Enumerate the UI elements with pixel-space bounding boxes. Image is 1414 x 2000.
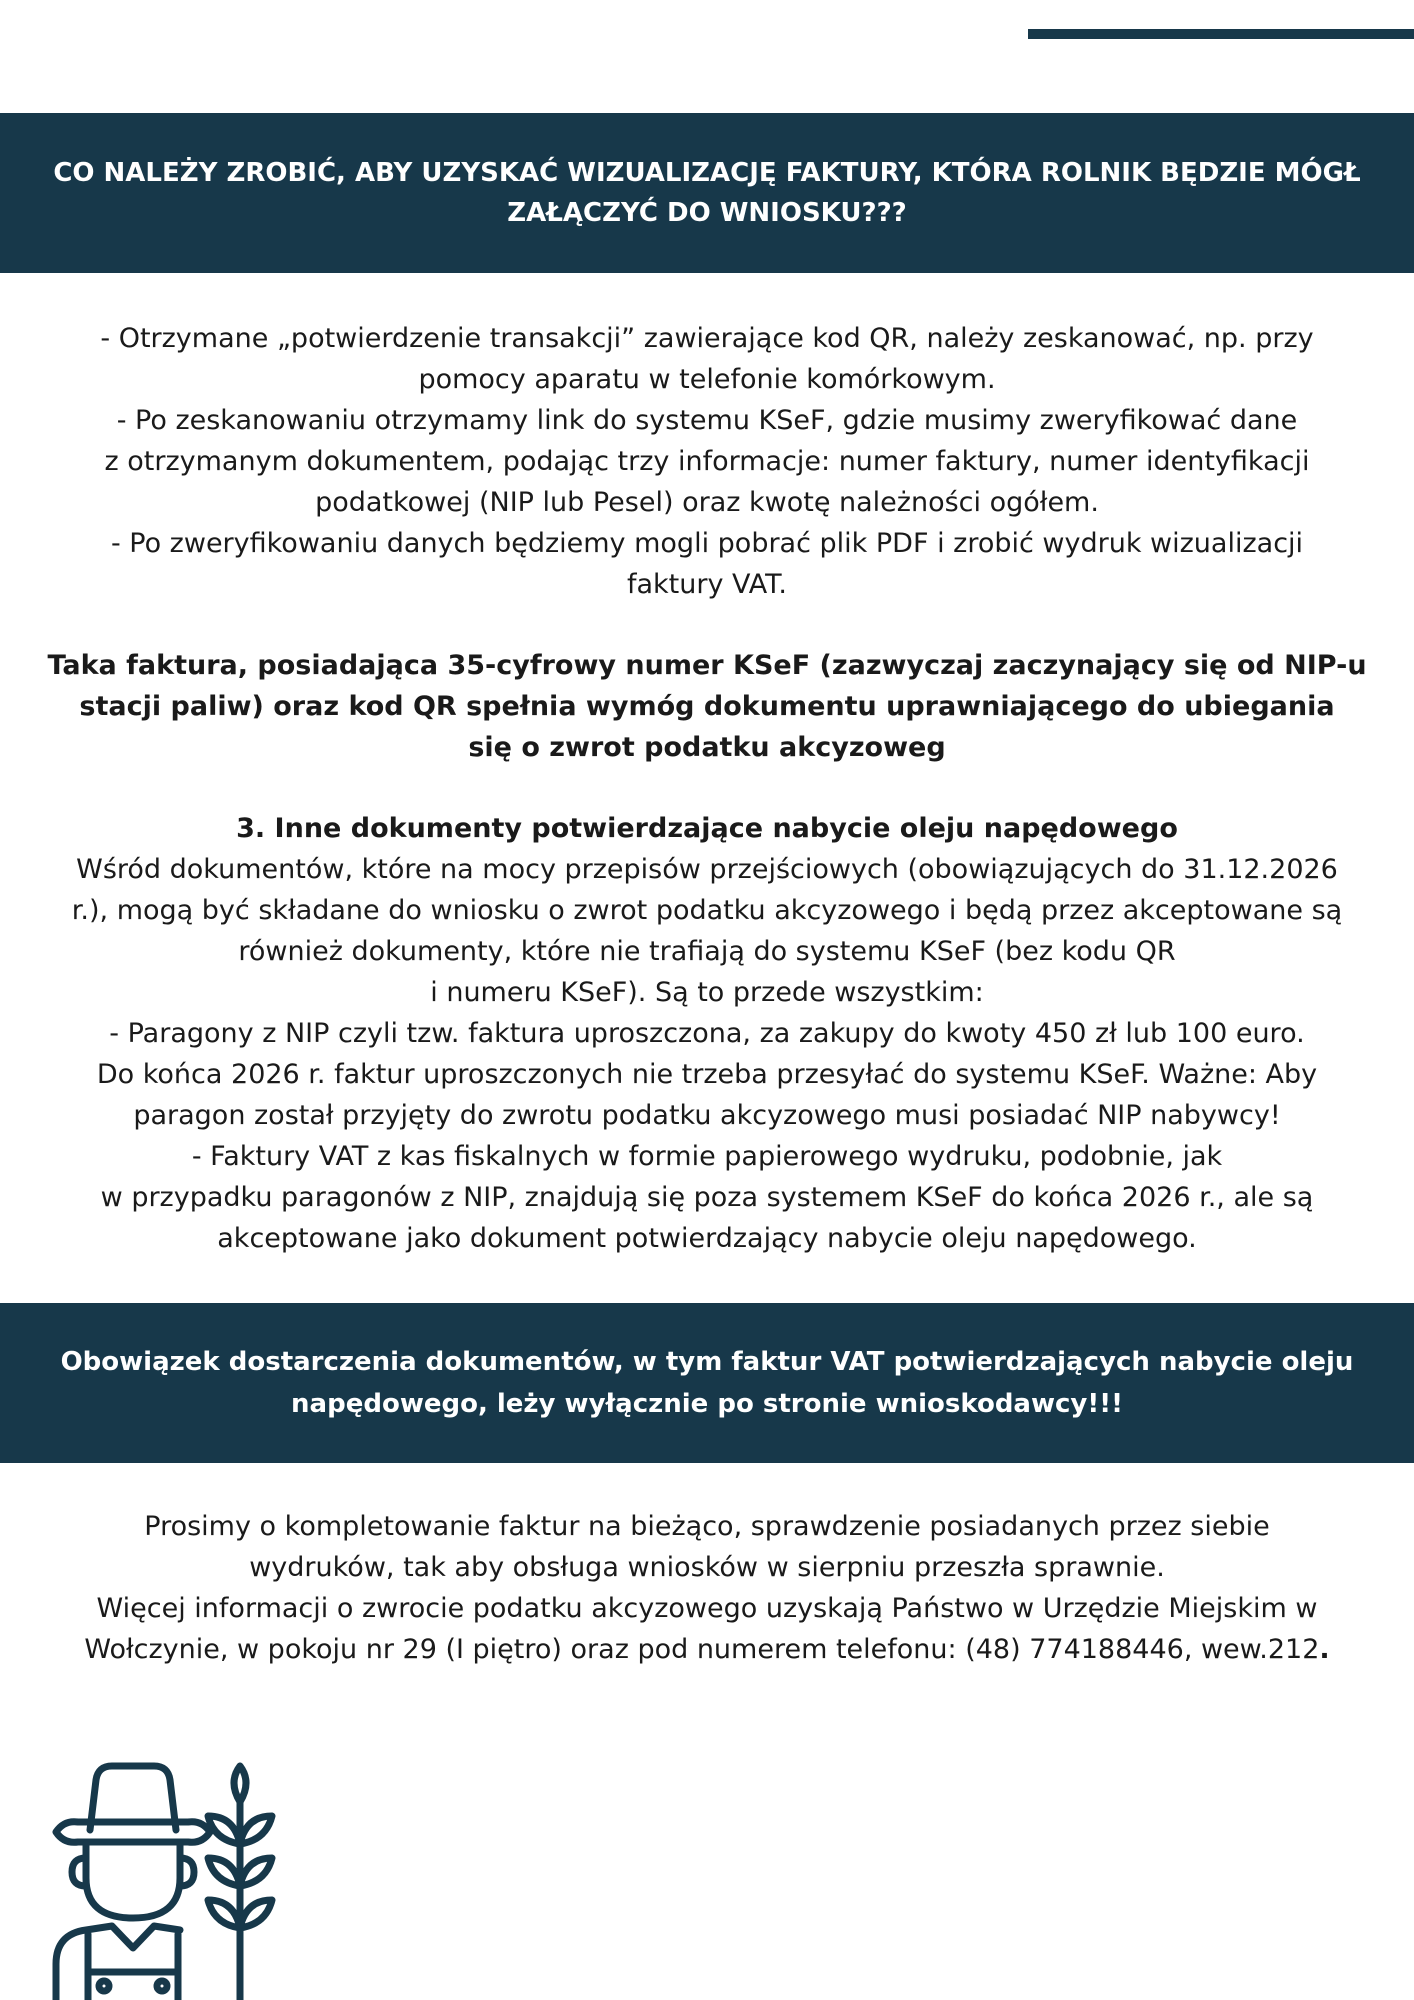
section-3-line: również dokumenty, które nie trafiają do systemu KSeF (bez kodu QR <box>238 936 1176 967</box>
section-3-line: - Paragony z NIP czyli tzw. faktura uproszczona, za zakupy do kwoty 450 zł lub 100 euro. <box>109 1018 1305 1049</box>
header-banner-line: CO NALEŻY ZROBIĆ, ABY UZYSKAĆ WIZUALIZACJĘ FAKTURY, KTÓRA ROLNIK BĘDZIE MÓGŁ <box>53 158 1361 188</box>
top-accent-rule <box>1028 29 1414 39</box>
closing-paragraph <box>40 1506 1374 1670</box>
steps-line: faktury VAT. <box>626 569 788 600</box>
closing-line: wydruków, tak aby obsługa wniosków w sierpniu przeszła sprawnie. <box>249 1552 1165 1583</box>
section-3-line: w przypadku paragonów z NIP, znajdują się poza systemem KSeF do końca 2026 r., ale są <box>100 1182 1314 1213</box>
emphasis-line: stacji paliw) oraz kod QR spełnia wymóg dokumentu uprawniającego do ubiegania <box>79 691 1335 722</box>
closing-line: Więcej informacji o zwrocie podatku akcyzowego uzyskają Państwo w Urzędzie Miejskim w <box>96 1593 1318 1624</box>
closing-line-last <box>40 1629 1374 1670</box>
section-3-line: paragon został przyjęty do zwrotu podatku akcyzowego musi posiadać NIP nabywcy! <box>133 1100 1281 1131</box>
closing-line-period: . <box>1319 1634 1330 1665</box>
emphasis-paragraph <box>40 645 1374 768</box>
closing-line-text: Wołczynie, w pokoju nr 29 (I piętro) oraz pod numerem telefonu: (48) 774188446, wew.212 <box>84 1634 1320 1665</box>
steps-line: - Otrzymane „potwierdzenie transakcji” zawierające kod QR, należy zeskanować, np. przy <box>100 323 1314 354</box>
obligation-banner <box>0 1303 1414 1463</box>
closing-line: Prosimy o kompletowanie faktur na bieżąco, sprawdzenie posiadanych przez siebie <box>144 1511 1270 1542</box>
header-banner <box>0 113 1414 273</box>
section-3-line: i numeru KSeF). Są to przede wszystkim: <box>430 977 984 1008</box>
obligation-banner-line: napędowego, leży wyłącznie po stronie wnioskodawcy!!! <box>291 1389 1123 1419</box>
farmer-with-wheat-icon <box>48 1758 288 2000</box>
emphasis-line: się o zwrot podatku akcyzoweg <box>468 732 946 763</box>
emphasis-line: Taka faktura, posiadająca 35-cyfrowy numer KSeF (zazwyczaj zaczynający się od NIP-u <box>47 650 1367 681</box>
header-banner-line: ZAŁĄCZYĆ DO WNIOSKU??? <box>507 198 907 228</box>
section-3-line: Do końca 2026 r. faktur uproszczonych nie trzeba przesyłać do systemu KSeF. Ważne: Aby <box>96 1059 1318 1090</box>
steps-line: - Po zweryfikowaniu danych będziemy mogli pobrać plik PDF i zrobić wydruk wizualizacji <box>110 528 1304 559</box>
steps-line: z otrzymanym dokumentem, podając trzy informacje: numer faktury, numer identyfikacji <box>104 446 1310 477</box>
steps-line: podatkowej (NIP lub Pesel) oraz kwotę należności ogółem. <box>315 487 1099 518</box>
section-3-heading: 3. Inne dokumenty potwierdzające nabycie oleju napędowego <box>236 813 1178 844</box>
steps-paragraph <box>40 318 1374 605</box>
section-3 <box>40 808 1374 1259</box>
section-3-line: r.), mogą być składane do wniosku o zwrot podatku akcyzowego i będą przez akceptowane są <box>71 895 1343 926</box>
section-3-line: - Faktury VAT z kas fiskalnych w formie papierowego wydruku, podobnie, jak <box>191 1141 1223 1172</box>
obligation-banner-line: Obowiązek dostarczenia dokumentów, w tym faktur VAT potwierdzających nabycie oleju <box>60 1347 1354 1377</box>
section-3-line: Wśród dokumentów, które na mocy przepisów przejściowych (obowiązujących do 31.12.2026 <box>76 854 1338 885</box>
steps-line: - Po zeskanowaniu otrzymamy link do systemu KSeF, gdzie musimy zweryfikować dane <box>116 405 1298 436</box>
steps-line: pomocy aparatu w telefonie komórkowym. <box>418 364 996 395</box>
section-3-line: akceptowane jako dokument potwierdzający nabycie oleju napędowego. <box>217 1223 1197 1254</box>
